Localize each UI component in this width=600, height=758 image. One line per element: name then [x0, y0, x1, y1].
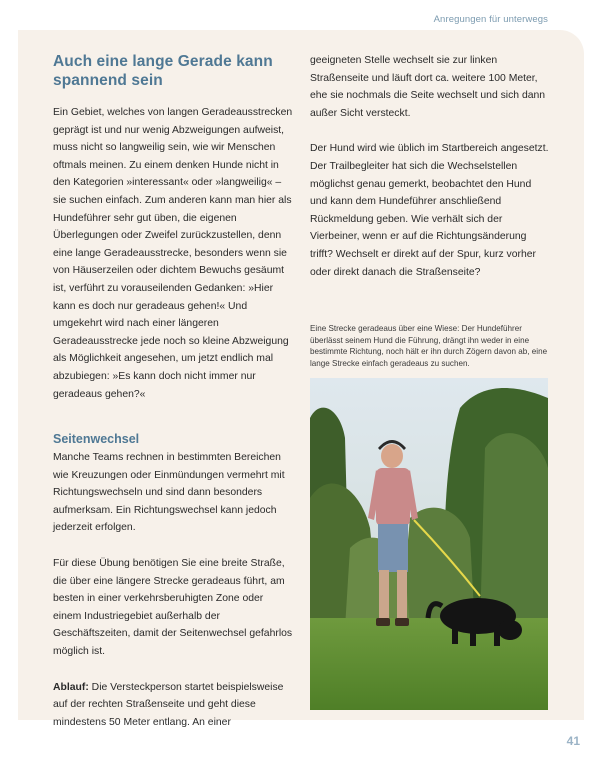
photo-caption: Eine Strecke geradeaus über eine Wiese: Der Hundeführer überlässt seinem Hund die Führung, drängt ihn weder in eine bestimmte Richtung, noch hält er ihn durch Zögern davon ab, eine lange Strecke einfach geradeaus zu suchen. — [310, 324, 548, 368]
running-title: Anregungen für unterwegs — [433, 14, 548, 25]
page-number: 41 — [566, 734, 580, 748]
photo-man-walking-dog — [310, 378, 548, 710]
ablauf-paragraph — [53, 679, 293, 732]
right-column — [310, 52, 550, 710]
continued-paragraph: geeigneten Stelle wechselt sie zur linken Straßenseite und läuft dort ca. weitere 100 Meter, ehe sie nochmals die Seite wechselt und sich dann außer Sicht versteckt. — [310, 55, 546, 119]
section-title: Auch eine lange Gerade kann spannend sein — [53, 53, 273, 89]
seitenwechsel-paragraph: Manche Teams rechnen in bestimmten Bereichen wie Kreuzungen oder Einmündungen vermehrt mit Richtungswechseln und sind dann besonders aufmerksam. Ein Richtungswechsel kann jedoch jederzeit erfolgen. — [53, 452, 285, 534]
left-column — [53, 52, 293, 731]
exercise-paragraph: Für diese Übung benötigen Sie eine breite Straße, die über eine längere Strecke geradeaus führt, am besten in einer verkehrsberuhigten Zone oder einem Industriegebiet außerhalb der Geschäftszeiten, damit der Seitenwechsel gefahrlos möglich ist. — [53, 558, 293, 658]
ablauf-text: Die Versteckperson startet beispielsweise auf der rechten Straßenseite und geht diese mindestens 50 Meter entlang. An einer — [53, 681, 284, 728]
ablauf-label: Ablauf: — [53, 681, 89, 693]
subheading-seitenwechsel: Seitenwechsel — [53, 432, 140, 447]
dog-start-paragraph: Der Hund wird wie üblich im Startbereich angesetzt. Der Trailbegleiter hat sich die Wechselstellen möglichst genau gemerkt, beobachtet den Hund und kann dem Hundeführer anschließend Rückmeldung geben. Wie verhält sich der Vierbeiner, wenn er auf die Richtungsänderung trifft? Wechselt er direkt auf der Spur, kurz vorher oder direkt danach die Straßenseite? — [310, 143, 549, 278]
intro-paragraph: Ein Gebiet, welches von langen Geradeausstrecken geprägt ist und nur wenig Abzweigungen aufweist, muss nicht so langweilig sein, wie wir Menschen oftmals meinen. Zu einem denken Hunde nicht in den Kategorien »interessant« oder »langweilig« – sie suchen einfach. Zum anderen kann man hier als Hundeführer sehr gut üben, die eigenen Überlegungen oder Zweifel zurückzustellen, denn eine lange Geradeausstrecke, besonders wenn sie von Häuserzeilen oder dichtem Bewuchs gesäumt ist, verführt zu vorauseilenden Gedanken: »Hier kann es doch nur geradeaus gehen!« Und umgekehrt wird nach einer längeren Geradeausstrecke jede noch so kleine Abzweigung als Möglichkeit angesehen, um jetzt endlich mal abzubiegen: »Es kann doch nicht immer nur geradeaus gehen?« — [53, 107, 293, 400]
